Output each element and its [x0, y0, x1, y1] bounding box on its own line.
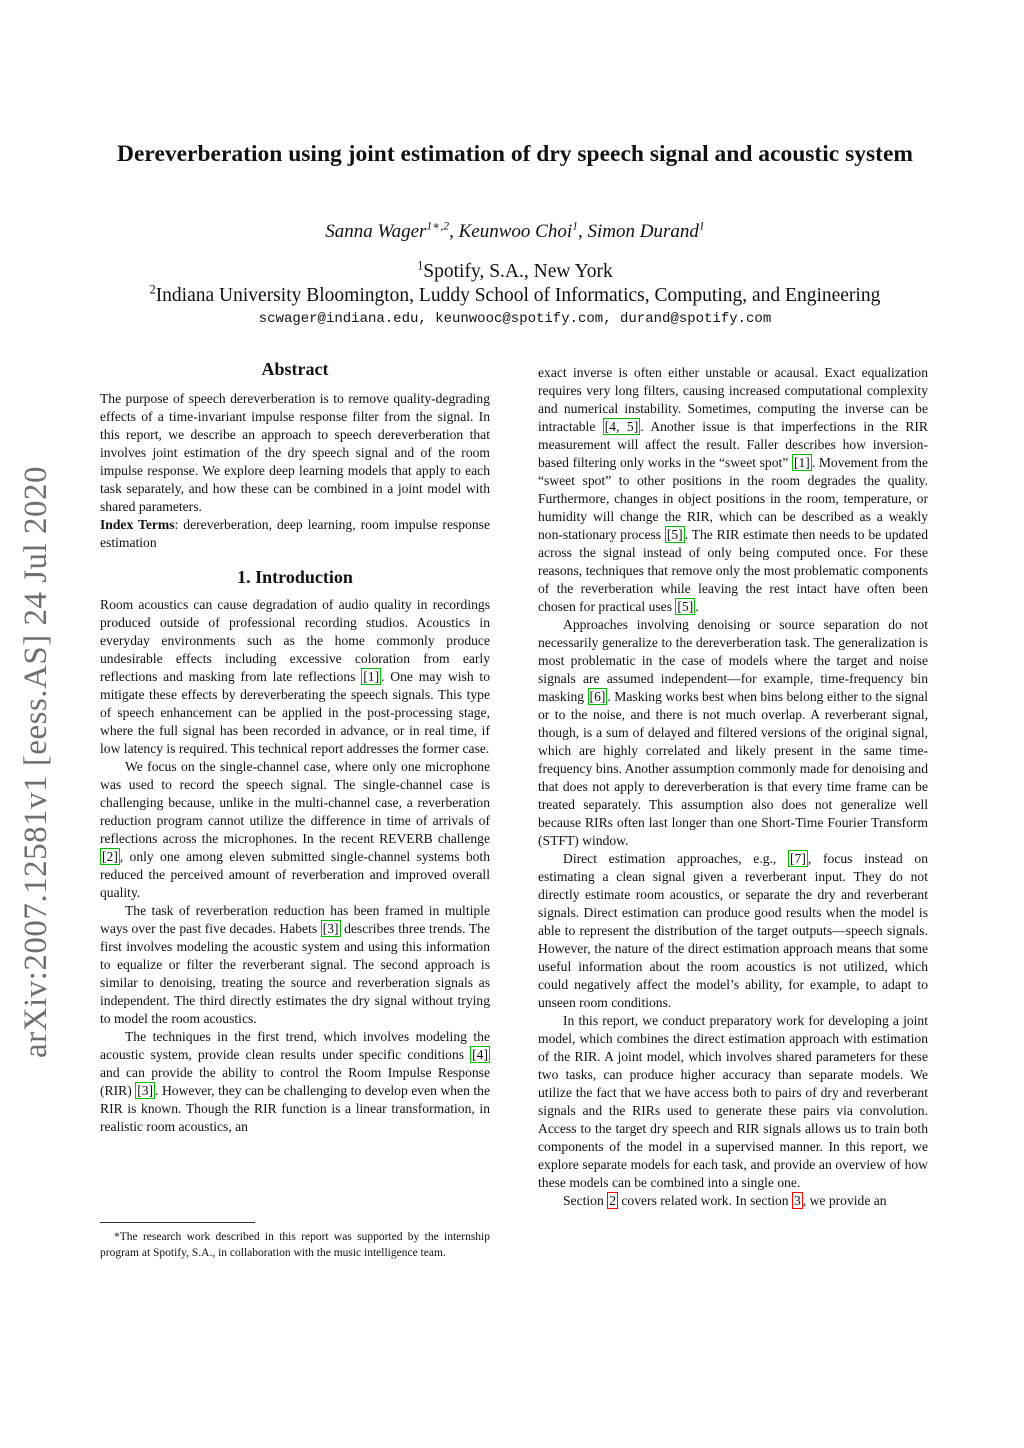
left-column — [100, 358, 490, 1136]
author-list — [100, 220, 930, 244]
text-run: . However, they can be challenging to develop even when the RIR is known. Though the RIR function is a linear transformation, in realistic room acoustics, an — [100, 1083, 490, 1134]
affiliation-2 — [100, 284, 930, 308]
author-superscript: 1 — [572, 219, 578, 233]
paragraph — [538, 1192, 928, 1210]
author-name: Keunwoo Choi — [458, 221, 573, 242]
text-run: , only one among eleven submitted single-channel systems both reduced the perceived amount of reverberation and improved overall quality. — [100, 849, 490, 900]
text-run: exact inverse is often either unstable or acausal. Exact equalization requires very long filters, causing increased computational complexity and numerical instability. Sometimes, computing the inverse can be intractable — [538, 365, 928, 434]
affiliation-superscript: 1 — [417, 258, 424, 273]
index-terms-text: : dereverberation, deep learning, room impulse response estimation — [100, 517, 490, 550]
paragraph — [100, 758, 490, 902]
paragraph — [100, 902, 490, 1028]
affiliation-1 — [100, 260, 930, 284]
footnote-text: * The research work described in this report was supported by the internship program at Spotify, S.A., in collaboration with the music intelligence team. — [100, 1229, 490, 1261]
text-run: covers related work. In section — [617, 1193, 792, 1208]
paragraph — [100, 596, 490, 758]
text-run: Direct estimation approaches, e.g., — [563, 851, 789, 866]
paragraph — [538, 616, 928, 850]
arxiv-identifier-stamp — [10, 452, 62, 1072]
citation-link[interactable]: [3] — [322, 921, 339, 936]
citation-link[interactable]: [1] — [363, 669, 380, 684]
paragraph — [100, 1028, 490, 1136]
paper-title: Dereverberation using joint estimation of dry speech signal and acoustic system — [117, 141, 913, 167]
citation-link[interactable]: [3] — [137, 1083, 154, 1098]
author-superscript: 1∗,2 — [426, 219, 450, 233]
citation-link[interactable]: [1] — [793, 455, 810, 470]
citation-link[interactable]: [2] — [102, 849, 118, 864]
section-link[interactable]: 3 — [794, 1193, 801, 1208]
affiliation-text: Indiana University Bloomington, Luddy School of Informatics, Computing, and Engineering — [155, 285, 881, 306]
text-run: . Movement from the “sweet spot” to other positions in the room degrades the quality. Furthermore, changes in object positions in the room, temperature, or humidity will change the RIR, which can be described as a weakly non-stationary process — [538, 455, 928, 542]
paragraph — [538, 364, 928, 616]
text-run: Section — [563, 1193, 608, 1208]
footnote — [100, 1222, 490, 1261]
text-run: , focus instead on estimating a clean signal given a reverberant input. They do not directly estimate room acoustics, or separate the dry and reverberant signals. Direct estimation can produce good results when the model is able to represent the distribution of the target outputs—speech signals. However, the nature of the direct estimation approach means that some useful information about the room acoustics is not utilized, which could negatively affect the model’s ability, for example, to adapt to unseen room conditions. — [538, 851, 928, 1010]
footnote-rule — [100, 1222, 255, 1223]
text-run: Approaches involving denoising or source separation do not necessarily generalize to the dereverberation task. The generalization is most problematic in the case of models where the target and noise signals are assumed independent—for example, time-frequency bin masking — [538, 617, 928, 704]
abstract-text: The purpose of speech dereverberation is to remove quality-degrading effects of a time-invariant impulse response filter from the signal. In this report, we describe an approach to speech dereverberation that involves joint estimation of the dry speech signal and of the room impulse response. We explore deep learning models that apply to each task separately, and how these can be combined in a joint model with shared parameters. — [100, 391, 490, 514]
section-heading-introduction: 1. Introduction — [237, 567, 353, 587]
text-run: . The RIR estimate then needs to be updated across the signal instead of only being computed once. For these reasons, techniques that remove only the most problematic components of the reverberation while leaving the rest intact have often been chosen for practical uses — [538, 527, 928, 614]
affiliation-superscript: 2 — [149, 282, 156, 297]
author-name: Sanna Wager — [325, 221, 427, 242]
section-link[interactable]: 2 — [609, 1193, 616, 1208]
text-run: The techniques in the first trend, which involves modeling the acoustic system, provide clean results under specific conditions — [100, 1029, 490, 1062]
author-superscript: 1 — [698, 219, 705, 233]
text-run: Room acoustics can cause degradation of audio quality in recordings produced outside of professional recording studios. Acoustics in everyday environments such as the home commonly produce undesirable effects including excessive coloration from early reflections and masking from late reflections — [100, 597, 490, 684]
author-separator: , — [578, 221, 588, 242]
citation-link[interactable]: [7] — [790, 851, 806, 866]
author-separator: , — [449, 221, 459, 242]
text-run: . — [695, 599, 699, 614]
index-terms-label: Index Terms — [100, 517, 175, 532]
text-run: and can provide the ability to control the Room Impulse Response (RIR) — [100, 1065, 490, 1098]
text-run: We focus on the single-channel case, where only one microphone was used to record the speech signal. The single-channel case is challenging because, unlike in the multi-channel case, a reverberation reduction program cannot utilize the difference in time of arrivals of reflections across the microphones. In the recent REVERB challenge — [100, 759, 490, 846]
citation-link[interactable]: [5] — [666, 527, 683, 542]
text-run: . Masking works best when bins belong either to the signal or to the noise, and there is not much overlap. A reverberant signal, though, is a sum of delayed and filtered versions of the original signal, which are highly correlated and likely present in the same time-frequency bins. Another assumption commonly made for denoising and that does not apply to dereverberation is that every time frame can be treated separately. This assumption also does not generalize well because RIRs often last longer than one Short-Time Fourier Transform (STFT) window. — [538, 689, 928, 848]
right-column — [538, 364, 928, 1210]
abstract-heading: Abstract — [261, 359, 329, 379]
citation-link[interactable]: [5] — [677, 599, 694, 614]
text-run: describes three trends. The first involves modeling the acoustic system and using this information to equalize or filter the reverberant signal. The second approach is similar to denoising, treating the source and reverberation signals as independent. The third directly estimates the dry signal without trying to model the room acoustics. — [100, 921, 490, 1026]
paragraph — [538, 850, 928, 1012]
author-name: Simon Durand — [587, 221, 699, 242]
text-run: . Another issue is that imperfections in the RIR measurement will affect the result. Faller describes how inversion-based filtering only works in the “sweet spot” — [538, 419, 928, 470]
text-run: , we provide an — [802, 1193, 887, 1208]
citation-link[interactable]: [4] — [472, 1047, 488, 1062]
index-terms — [100, 516, 490, 552]
affiliation-text: Spotify, S.A., New York — [423, 261, 613, 282]
citation-link[interactable]: [6] — [589, 689, 606, 704]
text-run: The task of reverberation reduction has been framed in multiple ways over the past five decades. Habets — [100, 903, 490, 936]
paragraph: In this report, we conduct preparatory work for developing a joint model, which combines the direct estimation approach with estimation of the RIR. A joint model, which involves shared parameters for these two tasks, can produce higher accuracy than separate models. We utilize the fact that we have access both to pairs of dry and reverberant signals and the RIRs used to generate these pairs via convolution. Access to the target dry speech and RIR signals allows us to train both components of the model in a supervised manner. In this report, we explore separate models for each task, and provide an overview of how these models can be combined into a single one. — [538, 1013, 928, 1190]
citation-link[interactable]: [4, 5] — [604, 419, 639, 434]
text-run: . One may wish to mitigate these effects by dereverberating the speech signals. This type of speech enhancement can be applied in the post-processing stage, where the full signal has been recorded in advance, or in real time, if low latency is required. This technical report addresses the former case. — [100, 669, 490, 756]
arxiv-identifier-text: arXiv:2007.12581v1 [eess.AS] 24 Jul 2020 — [18, 466, 54, 1058]
author-emails: scwager@indiana.edu, keunwooc@spotify.com, durand@spotify.com — [258, 311, 772, 327]
